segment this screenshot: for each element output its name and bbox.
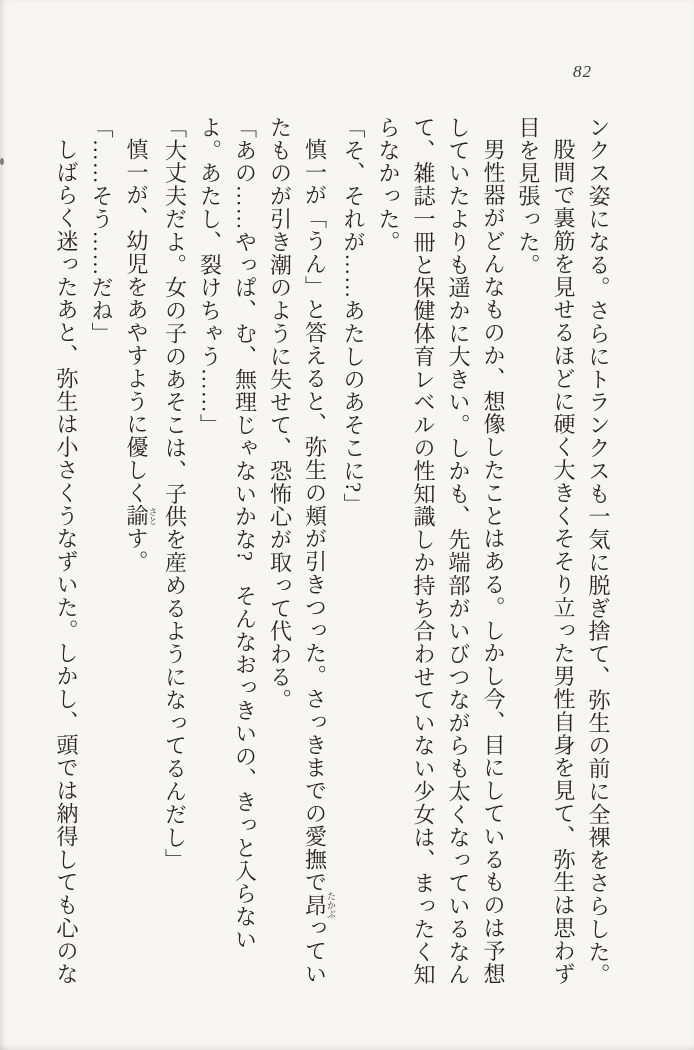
paragraph: ンクス姿になる。さらにトランクスも一気に脱ぎ捨て、弥生の前に全裸をさらした。 [586, 116, 611, 987]
ruby-annotated-word: 諭さと [124, 504, 158, 528]
paragraph: 股間で裏筋を見せるほどに硬く大きくそそり立った男性自身を見て、弥生は思わず目を見張った。 [516, 116, 576, 986]
paragraph: 「大丈夫だよ。女の子のあそこは、子供を産めるようになってるんだし」 [162, 116, 188, 872]
paragraph: 「……そう……だね」 [89, 116, 114, 345]
text-block [56, 116, 616, 992]
scan-artifact-dot [0, 158, 4, 165]
paragraph: しばらく迷ったあと、弥生は小さくうなずいた。しかし、頭では納得しても心のな [54, 138, 79, 986]
paragraph: 「あの……やっぱ、む、無理じゃないかな? そんなおっきいの、きっと入らないよ。あたし、裂けちゃう……」 [197, 116, 258, 952]
paragraph: 「そ、それが……あたしのあそこに?」 [341, 116, 366, 516]
ruby-annotated-word: 昂たかぶ [302, 891, 336, 919]
page-number: 82 [573, 62, 592, 81]
paragraph: 男性器がどんなものか、想像したことはある。しかし今、目にしているものは予想していたよりも遥かに大きい。しかも、先端部がいびつながらも太くなっているなんて、雑誌一冊と保健体育レベルの性知識しか持ち合わせていない少女は、まったく知らなかった。 [376, 116, 506, 987]
paragraph: 慎一が、幼児をあやすように優しく諭さとす。 [124, 138, 158, 574]
paragraph: 慎一が「うん」と答えると、弥生の頬が引きつった。さっきまでの愛撫で昂たかぶっていたものが引き潮のように失せて、恐怖心が取って代わる。 [267, 116, 336, 986]
